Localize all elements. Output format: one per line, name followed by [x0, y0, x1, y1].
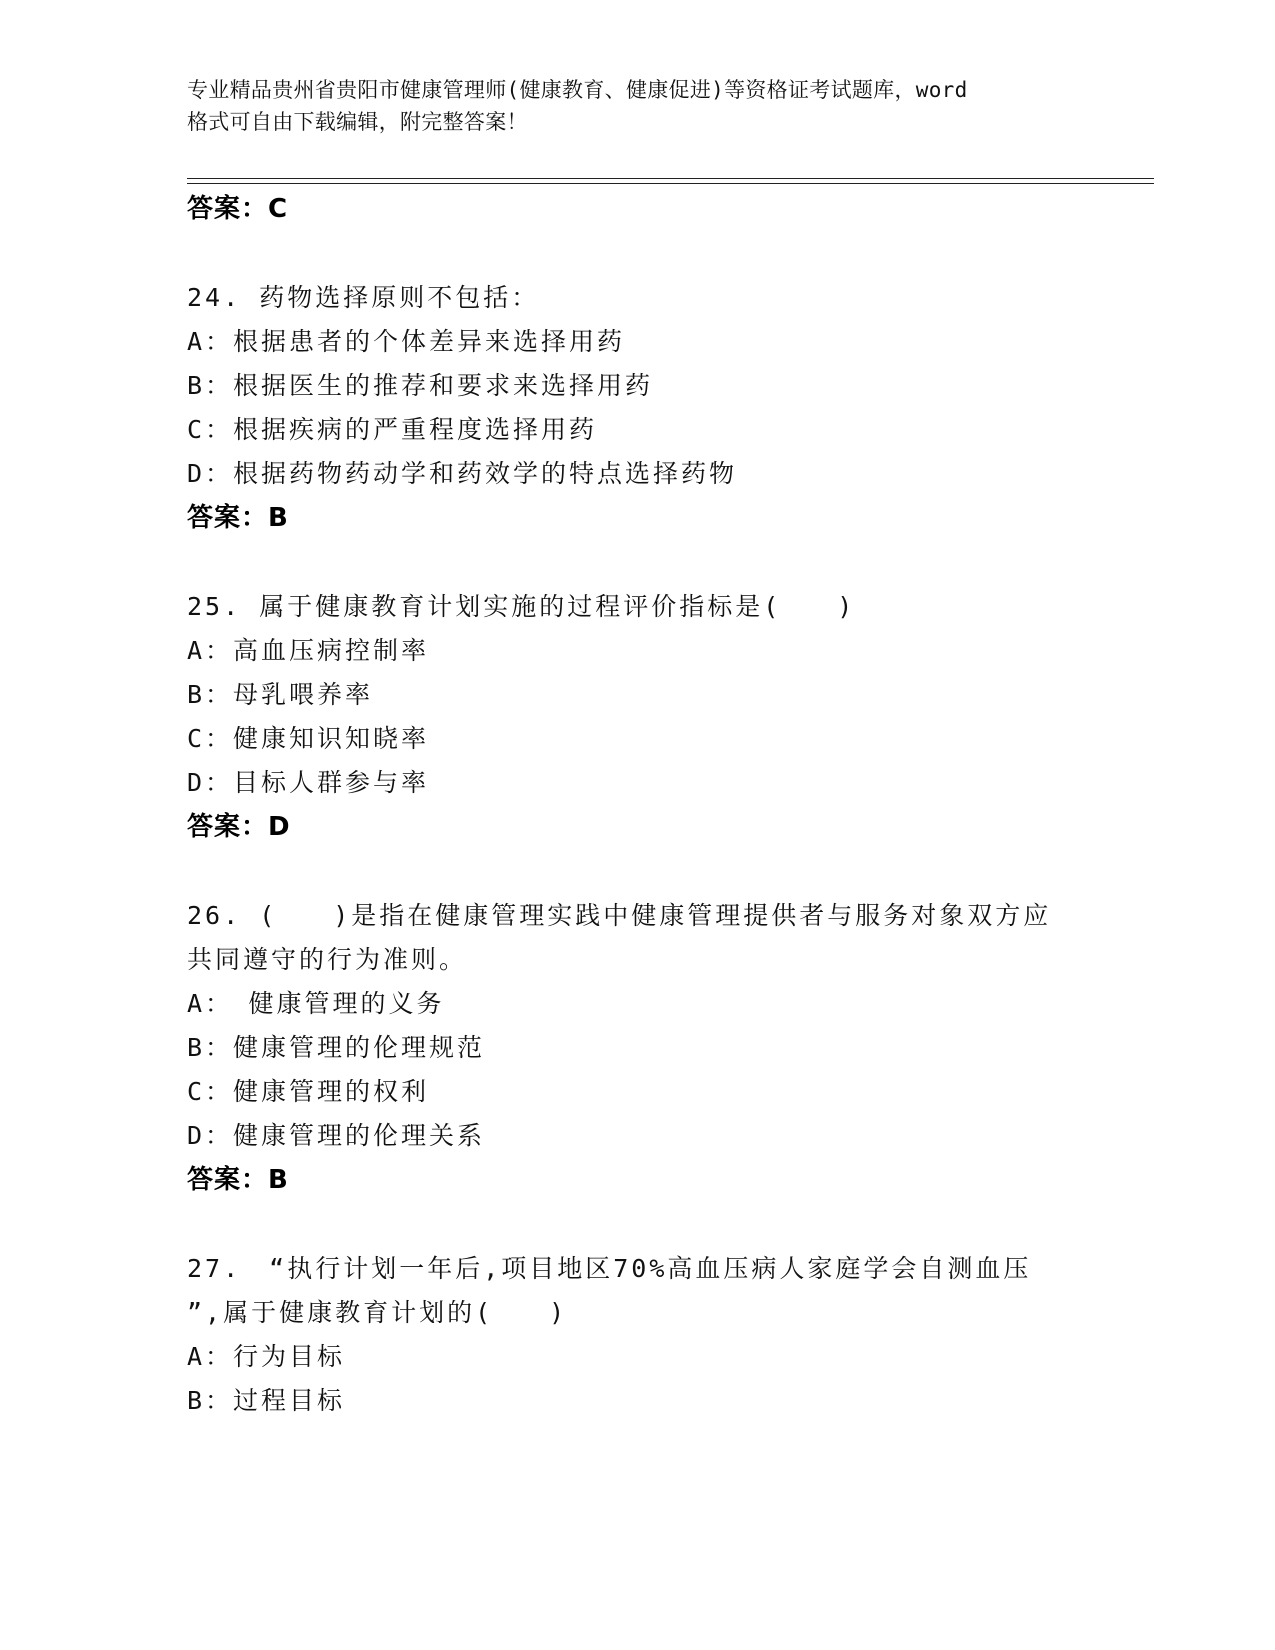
question-25-option-b: B：母乳喂养率 — [187, 680, 374, 709]
question-24-option-a: A：根据患者的个体差异来选择用药 — [187, 327, 626, 356]
question-27-option-a: A：行为目标 — [187, 1342, 346, 1371]
question-26-option-d: D：健康管理的伦理关系 — [187, 1121, 486, 1150]
question-24-answer: 答案：B — [187, 503, 289, 533]
header-divider-bottom — [187, 183, 1154, 184]
question-25-option-d: D：目标人群参与率 — [187, 768, 430, 797]
question-24-option-b: B：根据医生的推荐和要求来选择用药 — [187, 371, 654, 400]
header-line-1: 专业精品贵州省贵阳市健康管理师(健康教育、健康促进)等资格证考试题库，word — [187, 78, 968, 102]
question-26-option-c: C：健康管理的权利 — [187, 1077, 430, 1106]
question-25-option-c: C：健康知识知晓率 — [187, 724, 430, 753]
header-line-2: 格式可自由下载编辑，附完整答案！ — [187, 110, 528, 134]
question-26-stem-line-2: 共同遵守的行为准则。 — [187, 945, 468, 974]
question-25-option-a: A：高血压病控制率 — [187, 636, 430, 665]
question-24-option-d: D：根据药物药动学和药效学的特点选择药物 — [187, 459, 738, 488]
question-26-answer: 答案：B — [187, 1165, 289, 1195]
answer-previous: 答案：C — [187, 194, 289, 224]
question-25-stem: 25. 属于健康教育计划实施的过程评价指标是( ) — [187, 592, 856, 621]
question-26-stem-line-1: 26. ( )是指在健康管理实践中健康管理提供者与服务对象双方应 — [187, 901, 1052, 930]
question-25-answer: 答案：D — [187, 812, 291, 842]
question-24-option-c: C：根据疾病的严重程度选择用药 — [187, 415, 598, 444]
question-26-option-a: A： 健康管理的义务 — [187, 989, 445, 1018]
question-27-stem-line-1: 27. “执行计划一年后,项目地区70%高血压病人家庭学会自测血压 — [187, 1254, 1032, 1283]
question-27-option-b: B：过程目标 — [187, 1386, 346, 1415]
document-header — [187, 74, 1087, 138]
header-divider-top — [187, 178, 1154, 179]
question-27-stem-line-2: ”,属于健康教育计划的( ) — [187, 1298, 568, 1327]
question-24-stem: 24. 药物选择原则不包括： — [187, 283, 540, 312]
question-26-option-b: B：健康管理的伦理规范 — [187, 1033, 486, 1062]
